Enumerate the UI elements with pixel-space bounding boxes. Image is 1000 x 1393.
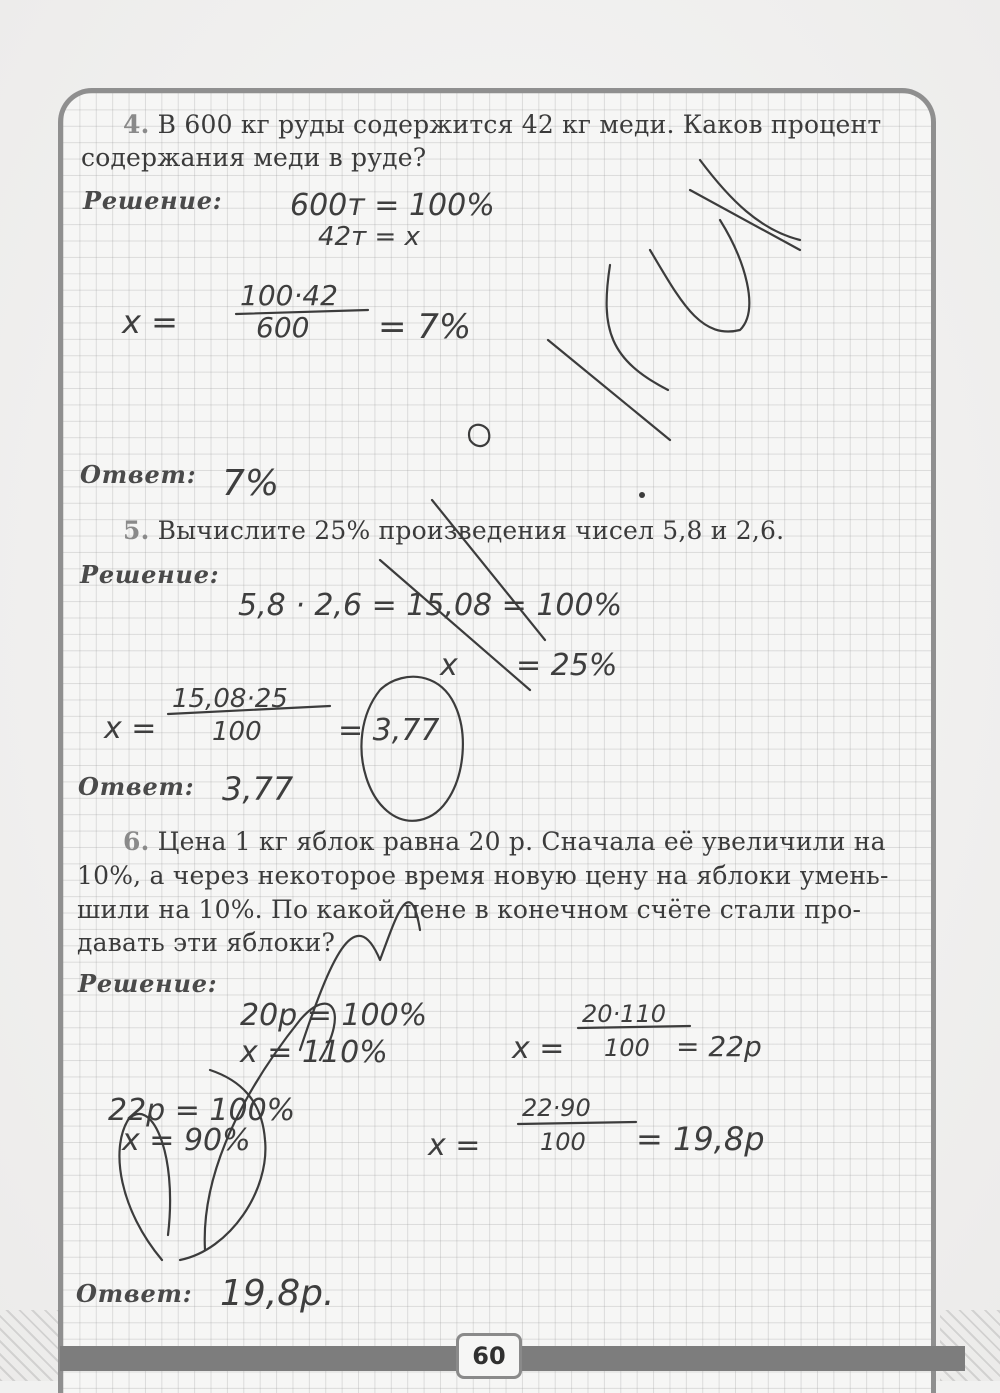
hw-p5-numerator: 15,08·25 [172, 684, 288, 714]
problem-6-line-3: шили на 10%. По какой цене в конечном счёте стали про- [77, 895, 862, 924]
hw-p6-result2: = 19,8р [636, 1120, 765, 1158]
hw-p6-line2: х = 110% [240, 1035, 388, 1070]
solution-label-6: Решение: [78, 969, 218, 998]
hw-p6-line4: х = 90% [122, 1123, 251, 1158]
hw-p5-result: = 3,77 [338, 713, 440, 748]
page-number: 60 [456, 1333, 522, 1379]
hw-p6-line1: 20р = 100% [240, 998, 428, 1033]
hw-p4-x: х = [122, 303, 178, 341]
hw-p6-denominator: 100 [604, 1034, 650, 1062]
hw-p6-answer: 19,8р. [220, 1273, 335, 1314]
hw-p4-line2: 42т = х [318, 222, 420, 252]
hw-p5-x: х [440, 648, 458, 683]
hw-p6-numerator2: 22·90 [522, 1094, 591, 1122]
answer-label-5: Ответ: [78, 772, 195, 801]
hw-p6-line3: 22р = 100% [108, 1093, 296, 1128]
hw-p5-line1: 5,8 · 2,6 = 15,08 = 100% [238, 588, 623, 623]
hw-p4-line1: 600т = 100% [290, 188, 495, 223]
hw-p6-numerator: 20·110 [582, 1000, 666, 1028]
hw-p6-fraction-bar2 [518, 1122, 636, 1124]
hw-p6-x: х = [512, 1031, 565, 1066]
answer-label-4: Ответ: [80, 460, 197, 489]
problem-5-number: 5. [123, 516, 150, 545]
problem-6-line-4: давать эти яблоки? [77, 928, 336, 957]
hw-p4-answer: 7% [222, 463, 280, 504]
hw-p4-result: = 7% [378, 307, 472, 347]
hw-p5-answer: 3,77 [222, 770, 294, 808]
problem-5-line-1: 5. Вычислите 25% произведения чисел 5,8 и 2,6. [123, 516, 785, 545]
solution-label-5: Решение: [80, 560, 220, 589]
hw-p6-denominator2: 100 [540, 1128, 586, 1156]
hw-p4-denominator: 600 [256, 311, 310, 344]
answer-label-6: Ответ: [76, 1279, 193, 1308]
solution-label-4: Решение: [83, 186, 223, 215]
hw-p6-x2: х = [428, 1128, 481, 1163]
problem-4-line-2: содержания меди в руде? [81, 143, 427, 172]
hw-p5-denominator: 100 [212, 717, 262, 747]
hw-p5-percent: = 25% [516, 648, 618, 683]
hw-p6-result: = 22р [676, 1030, 762, 1063]
problem-4-line-1: 4. В 600 кг руды содержится 42 кг меди. Каков процент [123, 110, 882, 139]
hw-p4-numerator: 100·42 [240, 279, 338, 312]
problem-6-number: 6. [123, 827, 150, 856]
hw-p5-x2: х = [104, 711, 157, 746]
problem-4-number: 4. [123, 110, 150, 139]
problem-6-line-2: 10%, а через некоторое время новую цену на яблоки умень- [77, 861, 889, 890]
problem-6-line-1: 6. Цена 1 кг яблок равна 20 р. Сначала её увеличили на [123, 827, 886, 856]
